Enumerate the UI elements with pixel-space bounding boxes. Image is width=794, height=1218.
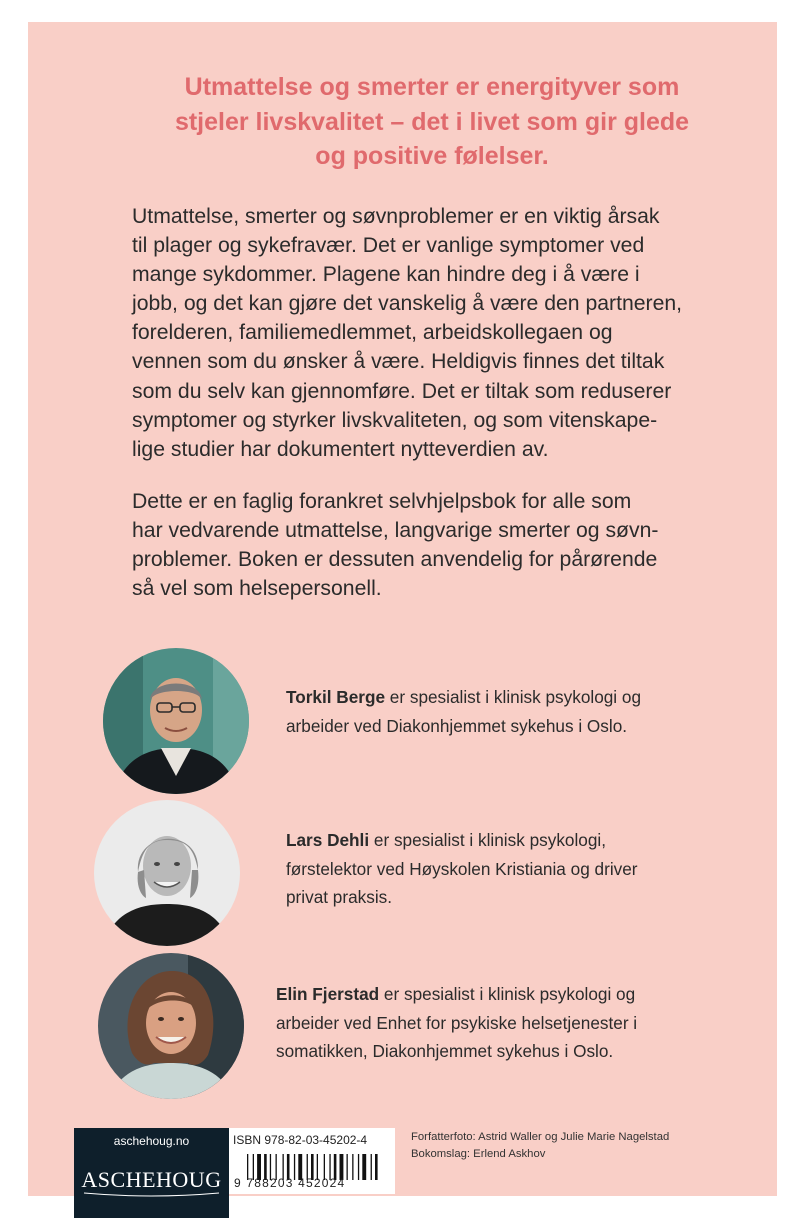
description-paragraph-2 [132, 487, 742, 603]
tagline-line: Utmattelse og smerter er energityver som [184, 73, 680, 101]
cover-credits [411, 1129, 669, 1163]
text-line: jobb, og det kan gjøre det vanskelig å være den partneren, [132, 292, 683, 316]
text-line: forelderen, familiemedlemmet, arbeidskollegaen og [132, 321, 613, 345]
tagline [132, 70, 732, 174]
author-name: Lars Dehli [286, 830, 370, 850]
author-bio-elin-fjerstad [276, 980, 716, 1066]
author-bio-text: arbeider ved Diakonhjemmet sykehus i Oslo. [286, 715, 628, 736]
author-bio-text: er spesialist i klinisk psykologi, [369, 830, 606, 850]
isbn-text: ISBN 978-82-03-45202-4 [233, 1133, 368, 1147]
author-bio-text: er spesialist i klinisk psykologi og [385, 687, 642, 707]
barcode [229, 1128, 395, 1194]
tagline-line: og positive følelser. [315, 142, 549, 170]
tagline-line: stjeler livskvalitet – det i livet som gir glede [174, 107, 690, 136]
author-bio-text: somatikken, Diakonhjemmet sykehus i Oslo. [276, 1041, 614, 1061]
author-bio-lars-dehli [286, 826, 726, 912]
barcode-digits: 9 788203 452024 [234, 1176, 346, 1190]
photo-credit: Forfatterfoto: Astrid Waller og Julie Marie Nagelstad [411, 1131, 670, 1143]
text-line: mange sykdommer. Plagene kan hindre deg i å være i [132, 263, 640, 287]
publisher-url[interactable]: aschehoug.no [113, 1134, 190, 1148]
text-line: til plager og sykefravær. Det er vanlige symptomer ved [132, 234, 645, 258]
text-line: Dette er en faglig forankret selvhjelpsbok for alle som [132, 490, 632, 513]
publisher-block [74, 1128, 229, 1218]
author-bio-torkil-berge [286, 683, 726, 740]
author-bio-text: arbeider ved Enhet for psykiske helsetjenester i [276, 1012, 638, 1033]
publisher-logo [80, 1163, 223, 1197]
text-line: vennen som du ønsker å være. Heldigvis finnes det tiltak [132, 350, 665, 374]
barcode-bar [347, 1154, 348, 1180]
author-photo-lars-dehli [94, 800, 240, 946]
author-bio-text: privat praksis. [286, 887, 393, 907]
text-line: problemer. Boken er dessuten anvendelig for pårørende [132, 548, 658, 572]
barcode-bar [358, 1154, 359, 1180]
author-photo-torkil-berge [103, 648, 249, 794]
barcode-bar [352, 1154, 353, 1180]
barcode-bar [362, 1154, 366, 1180]
description-paragraph-1 [132, 202, 742, 464]
publisher-logo-text: ASCHEHOUG [81, 1167, 222, 1192]
author-bio-text: førstelektor ved Høyskolen Kristiania og driver [286, 858, 638, 879]
author-name: Elin Fjerstad [276, 984, 380, 1004]
text-line: som du selv kan gjennomføre. Det er tiltak som reduserer [132, 379, 672, 403]
text-line: Utmattelse, smerter og søvnproblemer er en viktig årsak [132, 205, 660, 228]
barcode-bar [375, 1154, 378, 1180]
author-photo-elin-fjerstad [98, 953, 244, 1099]
barcode-bar [371, 1154, 372, 1180]
text-line: så vel som helsepersonell. [132, 577, 382, 601]
text-line: har vedvarende utmattelse, langvarige smerter og søvn- [132, 519, 659, 543]
author-name: Torkil Berge [286, 687, 386, 707]
text-line: lige studier har dokumentert nytteverdien av. [132, 437, 549, 461]
text-line: symptomer og styrker livskvaliteten, og som vitenskape- [132, 408, 658, 432]
author-bio-text: er spesialist i klinisk psykologi og [379, 984, 636, 1004]
design-credit: Bokomslag: Erlend Askhov [411, 1148, 546, 1160]
